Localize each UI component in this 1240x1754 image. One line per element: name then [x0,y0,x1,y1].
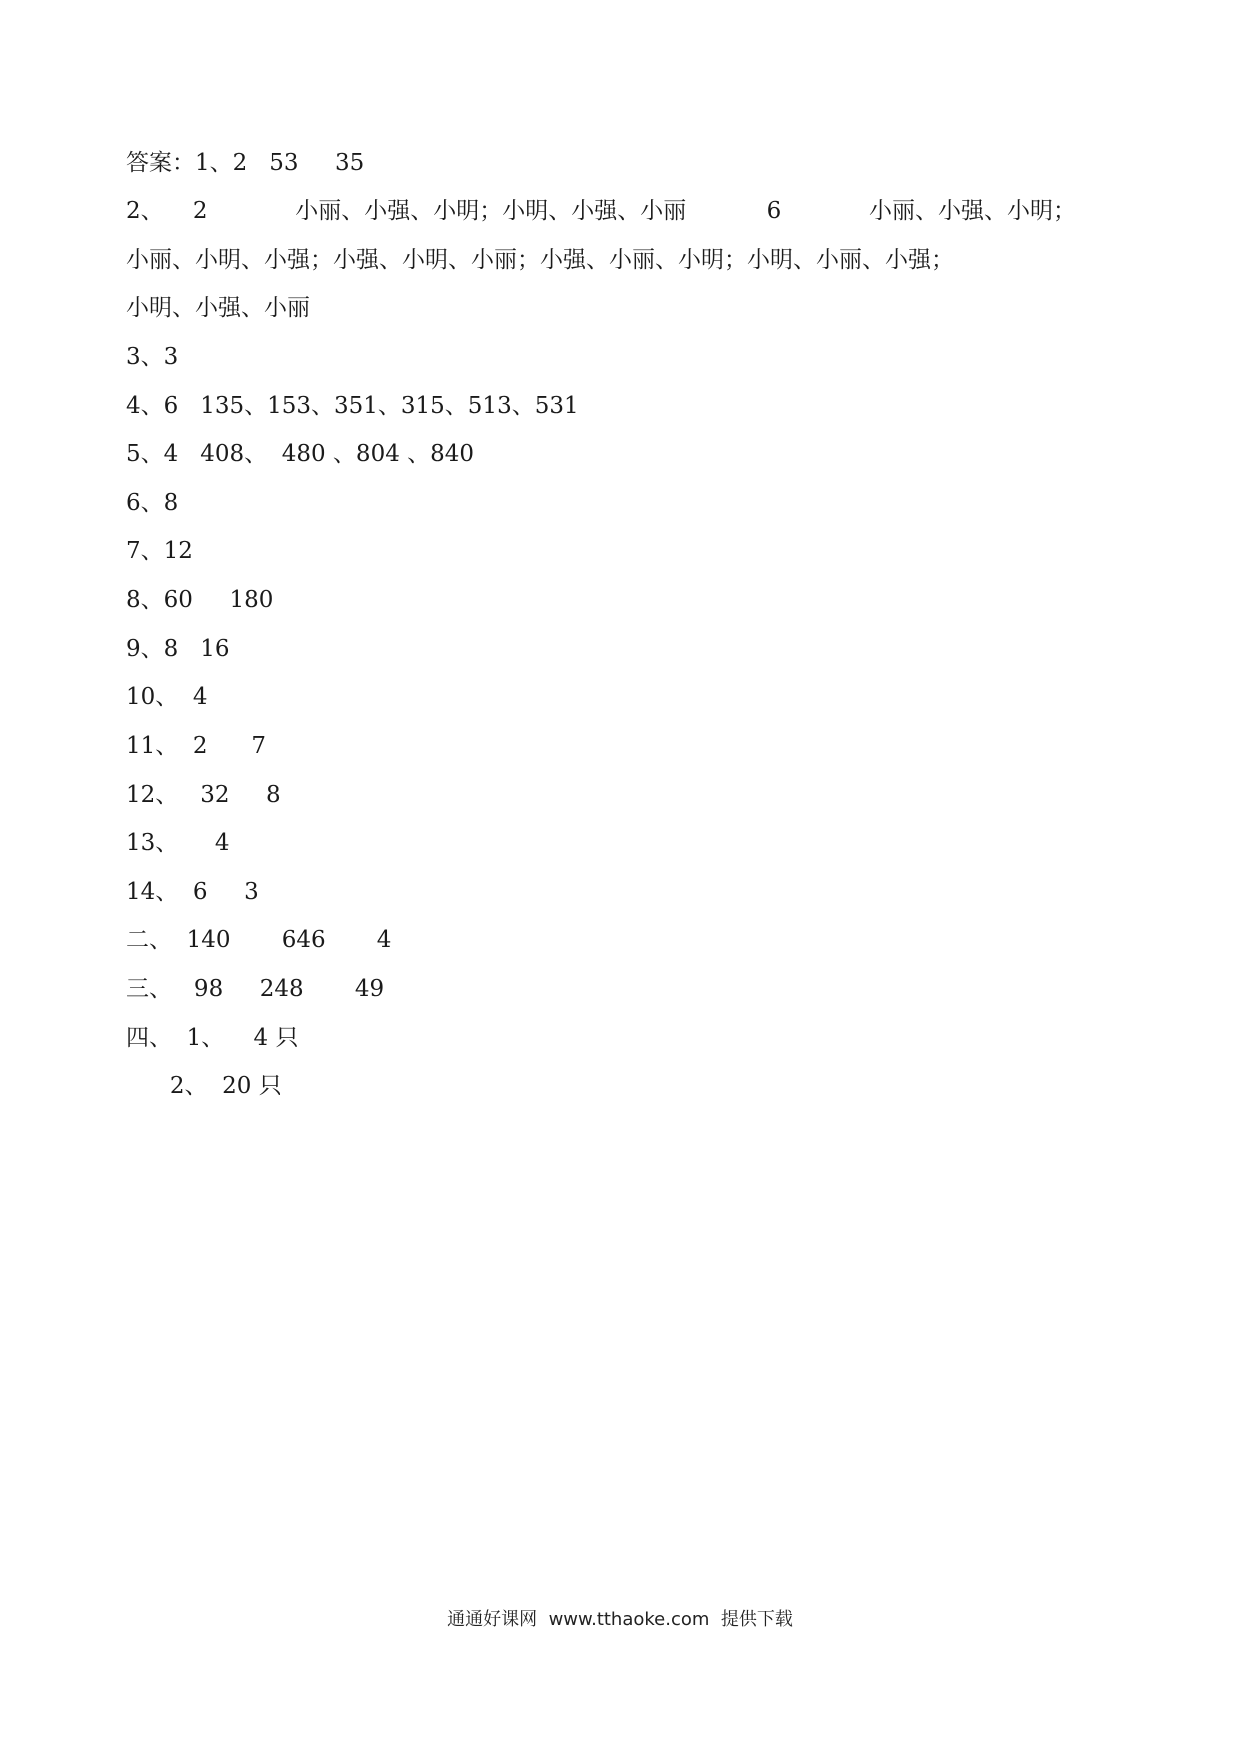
answer-line-7: 7、12 [126,538,193,564]
answer-line-5: 5、4 408、 480 、804 、840 [126,441,475,467]
answer-line-2-cont-2: 小明、小强、小丽 [126,295,310,321]
answer-section-4-item-1: 四、 1、 4 只 [126,1025,299,1051]
answer-line-2: 2、 2 小丽、小强、小明；小明、小强、小丽 6 小丽、小强、小明； [126,198,1077,224]
answer-line-4: 4、6 135、153、351、315、513、531 [126,393,579,419]
answer-section-3: 三、 98 248 49 [126,976,385,1002]
answer-line-3: 3、3 [126,344,179,370]
answer-section-2: 二、 140 646 4 [126,927,392,953]
answer-line-11: 11、 2 7 [126,733,267,759]
answer-line-13: 13、 4 [126,830,230,856]
answer-line-6: 6、8 [126,490,179,516]
answer-line-14: 14、 6 3 [126,879,259,905]
answer-line-8: 8、60 180 [126,587,274,613]
answer-line-9: 9、8 16 [126,636,230,662]
page-footer: 通通好课网 www.tthaoke.com 提供下载 [447,1609,793,1630]
answer-line-header: 答案：1、2 53 35 [126,150,365,176]
answer-line-10: 10、 4 [126,684,208,710]
answer-line-12: 12、 32 8 [126,782,281,808]
answer-section-4-item-2: 2、 20 只 [126,1073,282,1099]
answer-line-2-cont-1: 小丽、小明、小强；小强、小明、小丽；小强、小丽、小明；小明、小丽、小强； [126,247,954,273]
